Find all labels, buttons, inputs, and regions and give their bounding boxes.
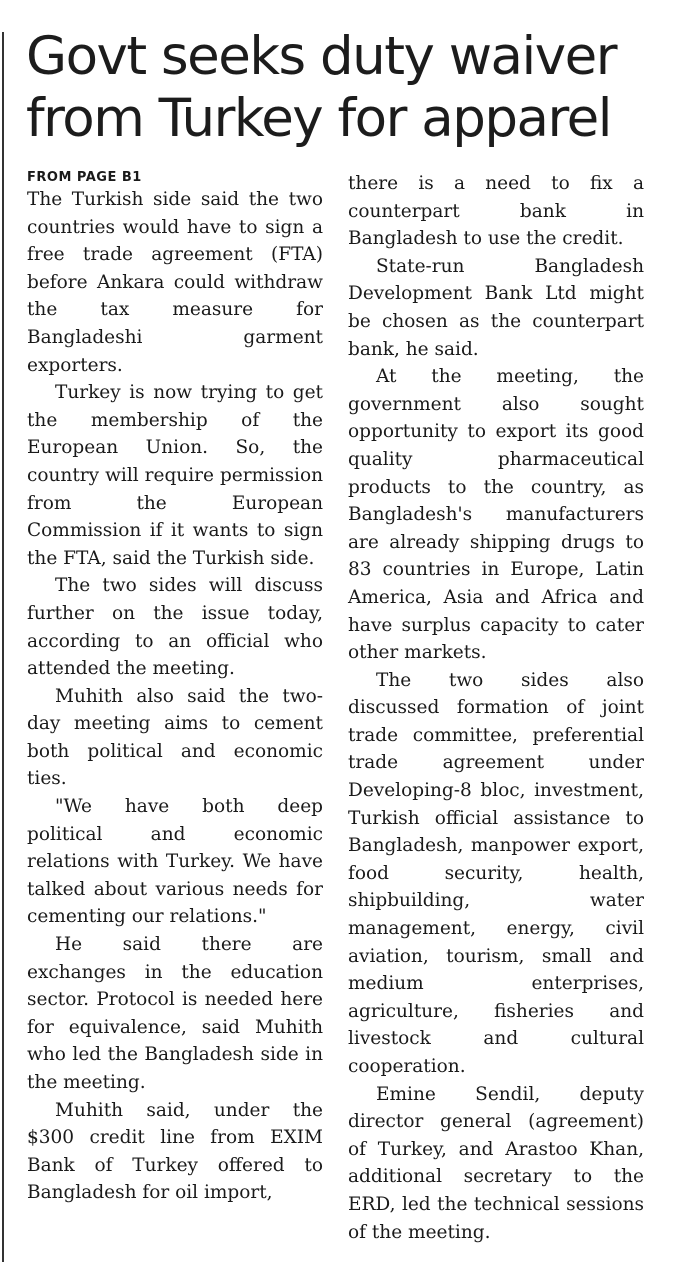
headline-line-1: Govt seeks duty waiver — [26, 26, 617, 87]
article-column-left — [27, 168, 323, 1207]
headline-line-2: from Turkey for apparel — [26, 88, 611, 149]
paragraph: The Turkish side said the two countries would have to sign a free trade agreement (FTA) before Ankara could withdraw the tax measure for Bangladeshi garment exporters. — [27, 189, 323, 376]
paragraph: Turkey is now trying to get the membership of the European Union. So, the country will require permission from the European Commission if it wants to sign the FTA, said the Turkish side. — [27, 382, 323, 569]
headline — [26, 26, 676, 150]
paragraph: Muhith also said the two-day meeting aims to cement both political and economic ties. — [27, 685, 323, 790]
article-column-right — [348, 170, 644, 1246]
column-rule — [2, 32, 4, 1262]
paragraph: there is a need to fix a counterpart bank in Bangladesh to use the credit. — [348, 173, 644, 250]
paragraph: At the meeting, the government also sought opportunity to export its good quality pharmaceutical products to the country, as Bangladesh's manufacturers are already shipping drugs to 83 countries in Europe, Latin America, Asia and Africa and have surplus capacity to cater other markets. — [348, 366, 644, 664]
kicker: FROM PAGE B1 — [27, 170, 142, 185]
paragraph: The two sides also discussed formation of joint trade committee, preferential trade agreement under Developing-8 bloc, investment, Turkish official assistance to Bangladesh, manpower export, food security, health, shipbuilding, water management, energy, civil aviation, tourism, small and medium enterprises, agriculture, fisheries and livestock and cultural cooperation. — [348, 669, 644, 1077]
paragraph: The two sides will discuss further on the issue today, according to an official who attended the meeting. — [27, 575, 323, 680]
paragraph: Emine Sendil, deputy director general (agreement) of Turkey, and Arastoo Khan, additional secretary to the ERD, led the technical sessions of the meeting. — [348, 1083, 644, 1243]
paragraph: "We have both deep political and economic relations with Turkey. We have talked about various needs for cementing our relations." — [27, 796, 323, 928]
paragraph: He said there are exchanges in the education sector. Protocol is needed here for equivalence, said Muhith who led the Bangladesh side in the meeting. — [27, 934, 323, 1093]
paragraph: State-run Bangladesh Development Bank Ltd might be chosen as the counterpart bank, he said. — [348, 255, 644, 360]
paragraph: Muhith said, under the $300 credit line from EXIM Bank of Turkey offered to Bangladesh for oil import, — [27, 1099, 323, 1204]
